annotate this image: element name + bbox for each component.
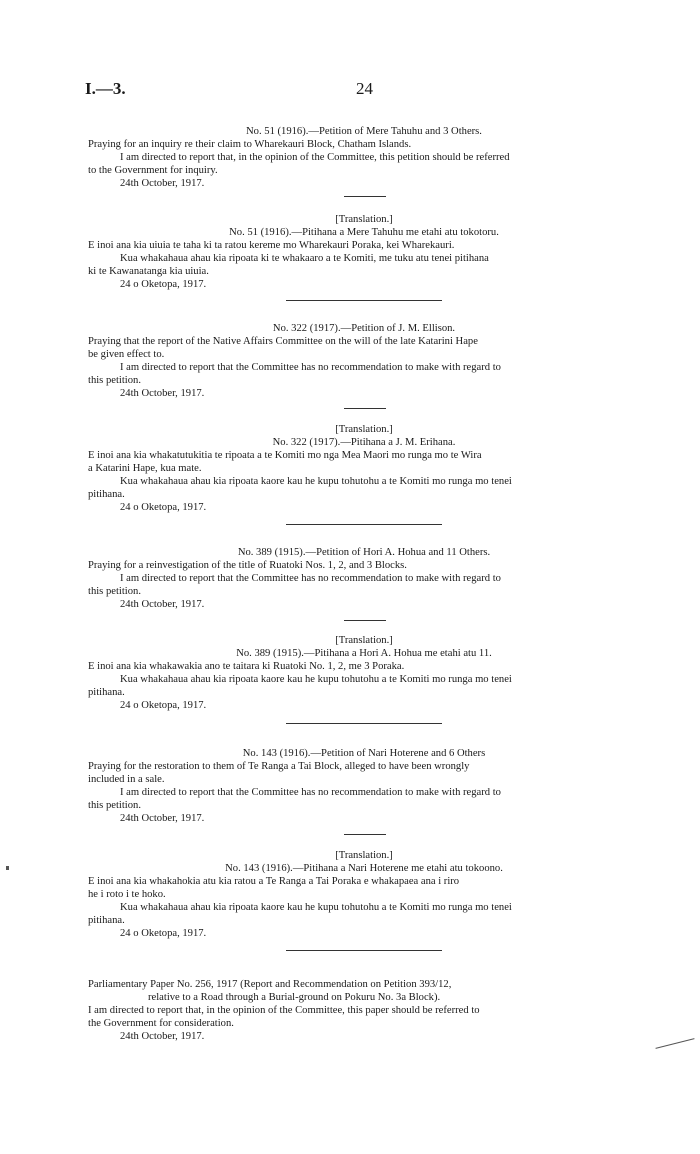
report-line: Kua whakahaua ahau kia ripoata kaore kau he kupu tohutohu a te Komiti mo runga mo tenei — [120, 476, 512, 487]
report-line: I am directed to report that the Committee has no recommendation to make with regard to — [120, 787, 501, 798]
paper-title-line: Parliamentary Paper No. 256, 1917 (Report and Recommendation on Petition 393/12, — [88, 979, 452, 990]
scan-speck — [6, 866, 9, 870]
date-line: 24 o Oketopa, 1917. — [120, 928, 207, 939]
short-divider — [344, 408, 386, 409]
petition-322-translation — [88, 423, 640, 514]
petition-389-english — [88, 546, 640, 611]
report-line-cont: ki te Kawanatanga kia uiuia. — [88, 266, 209, 277]
praying-line-cont: included in a sale. — [88, 774, 165, 785]
paper-title-cont: relative to a Road through a Burial-ground on Pokuru No. 3a Block). — [148, 992, 441, 1003]
date-line: 24th October, 1917. — [120, 1031, 205, 1042]
report-line-cont: pitihana. — [88, 489, 125, 500]
section-title: No. 322 (1917).—Petition of J. M. Ellison. — [272, 323, 456, 334]
praying-line-cont: be given effect to. — [88, 349, 165, 360]
praying-line: E inoi ana kia whakatutukitia te ripoata a te Komiti mo nga Mea Maori mo runga mo te Wira — [88, 450, 482, 461]
report-line-cont: the Government for consideration. — [88, 1018, 234, 1029]
praying-line: Praying for the restoration to them of Te Ranga a Tai Block, alleged to have been wrongly — [88, 761, 470, 772]
date-line: 24th October, 1917. — [120, 813, 205, 824]
praying-line: E inoi ana kia whakawakia ano te taitara ki Ruatoki No. 1, 2, me 3 Poraka. — [88, 661, 405, 672]
praying-line: Praying that the report of the Native Affairs Committee on the will of the late Katarini Hape — [88, 336, 478, 347]
section-title: No. 51 (1916).—Petition of Mere Tahuhu and 3 Others. — [246, 126, 482, 137]
petition-322-english — [88, 322, 640, 400]
petition-143-english — [88, 747, 640, 825]
petition-389-translation — [88, 634, 640, 712]
praying-line: E inoi ana kia uiuia te taha ki ta ratou kereme mo Wharekauri Poraka, kei Wharekauri. — [88, 240, 455, 251]
report-line: I am directed to report that, in the opinion of the Committee, this petition should be referred — [120, 152, 510, 163]
scan-stroke — [655, 1038, 694, 1049]
long-divider — [286, 723, 442, 724]
praying-line-cont: a Katarini Hape, kua mate. — [88, 463, 202, 474]
short-divider — [344, 620, 386, 621]
report-line-cont: this petition. — [88, 375, 141, 386]
report-line: Kua whakahaua ahau kia ripoata kaore kau he kupu tohutohu a te Komiti mo runga mo tenei — [120, 674, 512, 685]
report-line: I am directed to report that, in the opinion of the Committee, this paper should be referred to — [88, 1005, 480, 1016]
report-line: I am directed to report that the Committee has no recommendation to make with regard to — [120, 573, 501, 584]
section-title: No. 143 (1916).—Pitihana a Nari Hoterene me etahi atu tokoono. — [225, 863, 503, 874]
long-divider — [286, 300, 442, 301]
date-line: 24 o Oketopa, 1917. — [120, 502, 207, 513]
date-line: 24th October, 1917. — [120, 388, 205, 399]
section-title: No. 322 (1917).—Pitihana a J. M. Erihana. — [272, 437, 456, 448]
praying-line: E inoi ana kia whakahokia atu kia ratou a Te Ranga a Tai Poraka e whakapaea ana i riro — [88, 876, 460, 887]
translation-label: [Translation.] — [335, 850, 393, 861]
praying-line: Praying for a reinvestigation of the title of Ruatoki Nos. 1, 2, and 3 Blocks. — [88, 560, 407, 571]
report-line: Kua whakahaua ahau kia ripoata kaore kau he kupu tohutohu a te Komiti mo runga mo tenei — [120, 902, 512, 913]
translation-label: [Translation.] — [335, 214, 393, 225]
parliamentary-paper-256 — [88, 978, 640, 1043]
petition-51-translation — [88, 213, 640, 291]
translation-label: [Translation.] — [335, 424, 393, 435]
page-number: 24 — [356, 79, 373, 98]
date-line: 24 o Oketopa, 1917. — [120, 279, 207, 290]
date-line: 24 o Oketopa, 1917. — [120, 700, 207, 711]
report-line-cont: pitihana. — [88, 915, 125, 926]
short-divider — [344, 196, 386, 197]
long-divider — [286, 524, 442, 525]
date-line: 24th October, 1917. — [120, 599, 205, 610]
paper-reference: I.—3. — [85, 79, 126, 98]
praying-line: Praying for an inquiry re their claim to Wharekauri Block, Chatham Islands. — [88, 139, 412, 150]
section-title: No. 51 (1916).—Pitihana a Mere Tahuhu me etahi atu tokotoru. — [229, 227, 499, 238]
report-line-cont: to the Government for inquiry. — [88, 165, 218, 176]
praying-line-cont: he i roto i te hoko. — [88, 889, 166, 900]
report-line: I am directed to report that the Committee has no recommendation to make with regard to — [120, 362, 501, 373]
report-line-cont: pitihana. — [88, 687, 125, 698]
short-divider — [344, 834, 386, 835]
report-line: Kua whakahaua ahau kia ripoata ki te whakaaro a te Komiti, me tuku atu tenei pitihana — [120, 253, 489, 264]
translation-label: [Translation.] — [335, 635, 393, 646]
section-title: No. 143 (1916).—Petition of Nari Hoterene and 6 Others — [242, 748, 486, 759]
date-line: 24th October, 1917. — [120, 178, 205, 189]
section-title: No. 389 (1915).—Pitihana a Hori A. Hohua me etahi atu 11. — [236, 648, 492, 659]
petition-143-translation — [88, 849, 640, 940]
section-title: No. 389 (1915).—Petition of Hori A. Hohua and 11 Others. — [237, 547, 491, 558]
report-line-cont: this petition. — [88, 586, 141, 597]
petition-51-english — [88, 125, 640, 190]
report-line-cont: this petition. — [88, 800, 141, 811]
long-divider — [286, 950, 442, 951]
